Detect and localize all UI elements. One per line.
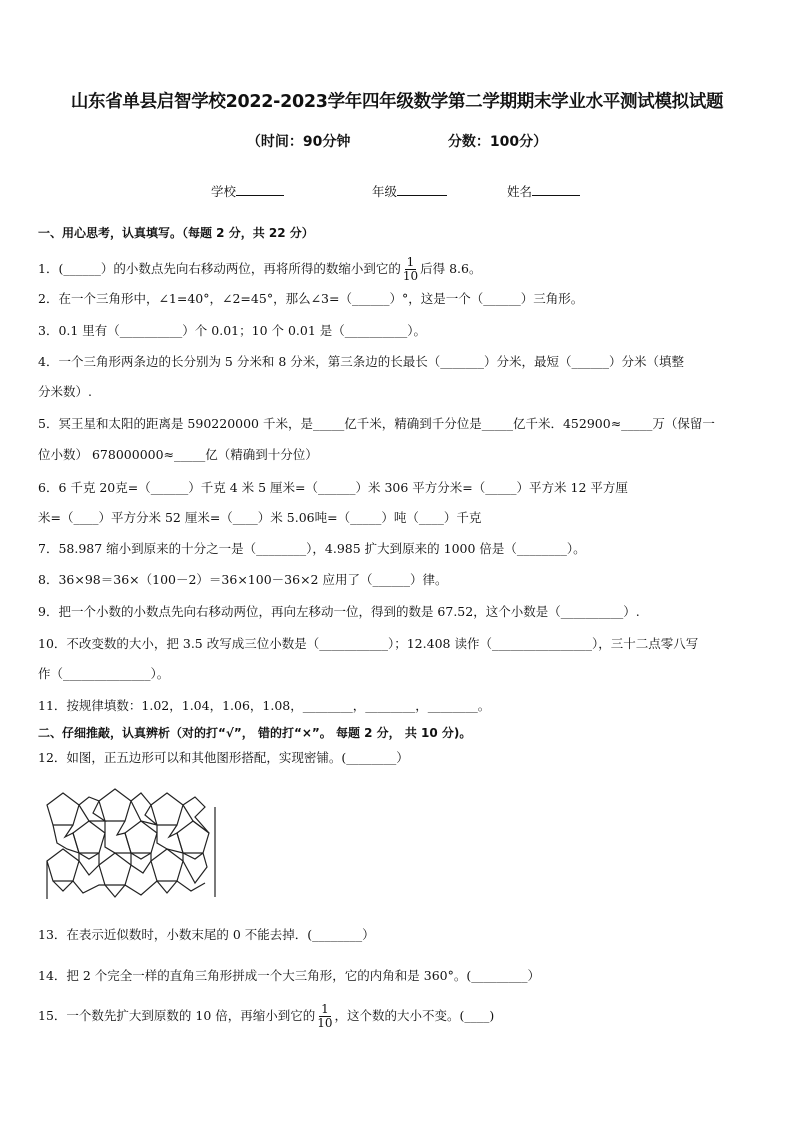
pentagon-shape — [99, 853, 131, 885]
fraction — [403, 256, 418, 283]
fraction-denominator: 10 — [402, 269, 419, 283]
grade-label: 年级 — [372, 184, 398, 199]
star-shape — [183, 853, 207, 883]
grade-field — [372, 182, 447, 200]
question-10-line-1: 10．不改变数的大小，把 3.5 改写成三位小数是（___________）；12.408 读作（________________），三十二点零八写 — [38, 636, 699, 651]
question-7: 7．58.987 缩小到原来的十分之一是（________），4.985 扩大到原来的 1000 倍是（________）。 — [38, 541, 586, 556]
name-field — [507, 182, 580, 200]
question-15 — [38, 1003, 758, 1030]
question-text: 后得 8.6。 — [420, 261, 482, 276]
fraction — [317, 1003, 332, 1030]
star-shape — [79, 853, 99, 875]
question-5-line-2: 位小数） 678000000≈_____亿（精确到十分位） — [38, 447, 318, 462]
page-title: 山东省单县启智学校2022-2023学年四年级数学第二学期期末学业水平测试模拟试题 — [70, 92, 724, 112]
star-shape — [131, 793, 157, 825]
section-heading: 二、仔细推敲，认真辨析（对的打“√”， 错的打“×”。 每题 2 分， 共 10 分)。 — [38, 726, 472, 740]
question-2: 2．在一个三角形中，∠1=40°，∠2=45°，那么∠3=（______）°，这是一个（______）三角形。 — [38, 291, 584, 306]
question-14: 14．把 2 个完全一样的直角三角形拼成一个大三角形，它的内角和是 360°。(_________） — [38, 968, 541, 983]
exam-subtitle: （时间：90分钟 分数：100分） — [246, 134, 548, 150]
school-field — [211, 182, 284, 200]
pentagon-shape — [47, 793, 79, 825]
question-6-line-2: 米=（____）平方分米 52 厘米=（____）米 5.06吨=（_____）吨（____）千克 — [38, 510, 482, 525]
question-text: 1．(______）的小数点先向右移动两位，再将所得的数缩小到它的 — [38, 261, 401, 276]
star-shape — [183, 797, 209, 833]
star-shape — [131, 853, 151, 873]
star-shape — [157, 825, 183, 853]
question-5-line-1: 5．冥王星和太阳的距离是 590220000 千米，是_____亿千米，精确到千分位是_____亿千米．452900≈_____万（保留一 — [38, 416, 715, 431]
question-13: 13．在表示近似数时，小数末尾的 0 不能去掉．(________） — [38, 927, 375, 942]
star-shape — [105, 821, 131, 853]
question-6-line-1: 6．6 千克 20克=（______）千克 4 米 5 厘米=（______）米 306 平方分米=（_____）平方米 12 平方厘 — [38, 480, 628, 495]
pentagon-shape — [151, 849, 183, 881]
pentagon-shape — [99, 789, 131, 821]
question-11: 11．按规律填数：1.02，1.04，1.06，1.08，________，________，________。 — [38, 698, 491, 713]
name-blank[interactable] — [532, 183, 580, 196]
pentagon-shape — [151, 793, 183, 825]
grade-blank[interactable] — [397, 183, 447, 196]
question-4-line-1: 4．一个三角形两条边的长分别为 5 分米和 8 分米，第三条边的长最长（_______）分米，最短（______）分米（填整 — [38, 354, 685, 369]
question-text: ，这个数的大小不变。(____) — [334, 1008, 495, 1023]
name-label: 姓名 — [507, 184, 533, 199]
question-12: 12．如图，正五边形可以和其他图形搭配，实现密铺。(________） — [38, 750, 409, 765]
pentagon-shape — [47, 849, 79, 881]
question-9: 9．把一个小数的小数点先向右移动两位，再向左移动一位，得到的数是 67.52，这个小数是（__________）. — [38, 604, 640, 619]
question-3: 3．0.1 里有（__________）个 0.01；10 个 0.01 是（__________）。 — [38, 323, 427, 338]
question-8: 8．36×98＝36×（100－2）＝36×100－36×2 应用了（______）律。 — [38, 572, 448, 587]
question-4-line-2: 分米数）. — [38, 384, 92, 399]
pentagon-tiling-figure — [45, 787, 217, 901]
star-shape — [53, 825, 79, 853]
school-blank[interactable] — [236, 183, 284, 196]
question-text: 15．一个数先扩大到原数的 10 倍，再缩小到它的 — [38, 1008, 316, 1023]
section-heading: 一、用心思考，认真填写。（每题 2 分，共 22 分） — [38, 226, 314, 240]
fraction-denominator: 10 — [317, 1016, 333, 1030]
question-1 — [38, 256, 758, 283]
question-10-line-2: 作（______________）。 — [38, 666, 170, 681]
school-label: 学校 — [211, 184, 237, 199]
fraction-numerator: 1 — [406, 255, 415, 269]
star-shape — [53, 881, 205, 897]
fraction-numerator: 1 — [321, 1002, 329, 1016]
